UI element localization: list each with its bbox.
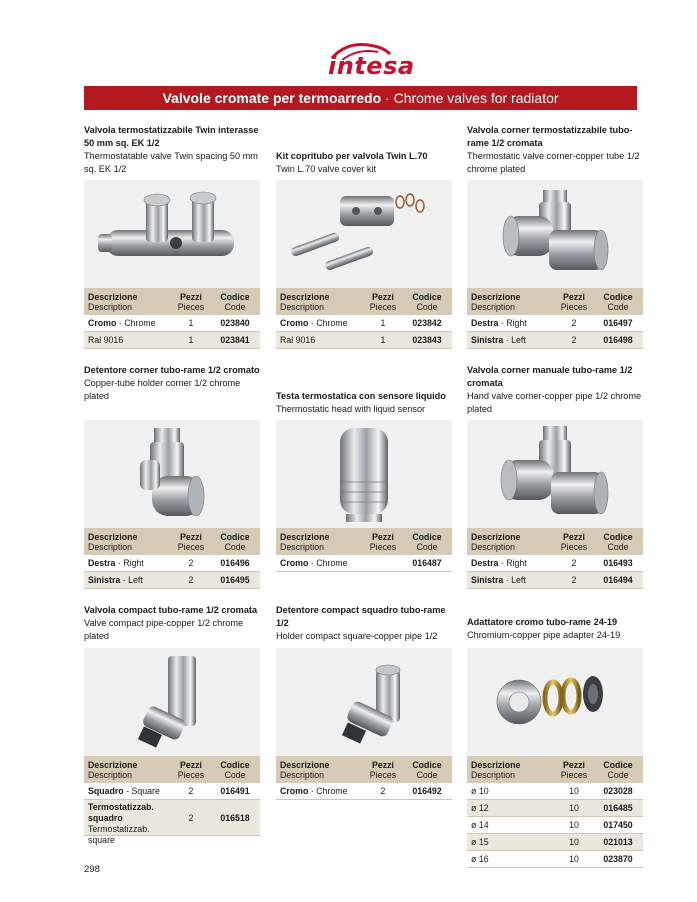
header-code-en: Code (607, 302, 629, 312)
product-title-it: Detentore corner tubo-rame 1/2 cromato (84, 365, 260, 375)
product-title-en: Hand valve corner-copper pipe 1/2 chrome plated (467, 391, 642, 414)
header-desc-en: Description (280, 302, 325, 312)
row-code: 023842 (412, 318, 442, 328)
row-code: 016496 (220, 558, 250, 568)
product-title-it: Testa termostatica con sensore liquido (276, 391, 446, 401)
product-title (276, 150, 452, 176)
product-title-it: Valvola corner termostatizzabile tubo-rame 1/2 cromata (467, 125, 633, 148)
page-number: 298 (84, 864, 100, 875)
table-header (467, 756, 643, 783)
row-pieces: 10 (569, 837, 579, 847)
header-desc-it: Descrizione (88, 532, 138, 542)
row-name: Termostatizzab. squadro (88, 802, 154, 823)
header-qty-en: Pieces (560, 542, 588, 552)
product-title (467, 616, 643, 642)
table-row (467, 555, 643, 572)
row-code: 017450 (603, 820, 633, 830)
row-separator: · (115, 558, 124, 568)
table-row (276, 555, 452, 572)
header-code-en: Code (416, 770, 438, 780)
table-row (84, 315, 260, 332)
row-name-en: ø 16 (471, 854, 489, 864)
row-name: Sinistra (88, 575, 121, 585)
table-header (467, 528, 643, 555)
row-code: 016485 (603, 803, 633, 813)
row-pieces: 2 (571, 558, 577, 568)
product-title (84, 124, 260, 176)
product-image (84, 180, 260, 288)
pipe-adapter-icon (467, 648, 643, 756)
table-header (84, 528, 260, 555)
product-image (84, 648, 260, 756)
row-pieces: 1 (380, 335, 386, 345)
row-pieces: 2 (188, 786, 194, 796)
manual-corner-valve-icon (467, 420, 643, 528)
row-code: 016491 (220, 786, 250, 796)
row-name-en: Right (506, 318, 527, 328)
row-pieces: 2 (380, 786, 386, 796)
banner-separator: · (381, 90, 394, 106)
row-name-en: ø 10 (471, 786, 489, 796)
row-name: Destra (471, 558, 499, 568)
header-desc-en: Description (280, 542, 325, 552)
row-pieces: 2 (571, 335, 577, 345)
row-name: Sinistra (471, 575, 504, 585)
product-title (276, 390, 452, 416)
row-code: 016493 (603, 558, 633, 568)
table-row (276, 332, 452, 349)
row-pieces: 1 (188, 335, 194, 345)
row-name-en: Right (123, 558, 144, 568)
product-image (84, 420, 260, 528)
product-table (467, 756, 643, 868)
header-qty-it: Pezzi (562, 532, 585, 542)
product-card (84, 364, 260, 594)
row-name: Cromo (280, 318, 309, 328)
row-code: 016518 (220, 813, 250, 823)
header-code-en: Code (224, 542, 246, 552)
header-code-it: Codice (220, 760, 250, 770)
product-card (84, 604, 260, 860)
product-title-en: Chromium-copper pipe adapter 24-19 (467, 630, 621, 640)
row-name-en: Left (511, 575, 526, 585)
product-card (276, 604, 452, 860)
header-code-en: Code (607, 542, 629, 552)
header-qty-it: Pezzi (371, 760, 394, 770)
header-qty-it: Pezzi (179, 292, 202, 302)
product-title-it: Valvola compact tubo-rame 1/2 cromata (84, 605, 258, 615)
row-separator: · (120, 575, 129, 585)
corner-holder-icon (84, 420, 260, 528)
product-image (467, 648, 643, 756)
row-name: Cromo (88, 318, 117, 328)
product-title-it: Valvola corner manuale tubo-rame 1/2 cromata (467, 365, 633, 388)
product-card (467, 604, 643, 874)
header-desc-it: Descrizione (280, 292, 330, 302)
row-separator: · (308, 318, 317, 328)
header-qty-it: Pezzi (179, 760, 202, 770)
banner-title-en: Chrome valves for radiator (393, 90, 559, 106)
row-name: Sinistra (471, 335, 504, 345)
table-row (84, 800, 260, 845)
row-code: 023840 (220, 318, 250, 328)
row-pieces (364, 555, 402, 571)
row-code: 016494 (603, 575, 633, 585)
row-separator: · (498, 318, 507, 328)
table-row (84, 572, 260, 589)
row-pieces: 10 (569, 786, 579, 796)
header-qty-en: Pieces (560, 770, 588, 780)
header-desc-en: Description (280, 770, 325, 780)
header-desc-en: Description (471, 542, 516, 552)
product-title-en: Thermostatic head with liquid sensor (276, 404, 426, 414)
table-row (467, 834, 643, 851)
row-pieces: 2 (188, 575, 194, 585)
header-qty-it: Pezzi (371, 532, 394, 542)
product-card (276, 364, 452, 594)
header-code-en: Code (607, 770, 629, 780)
table-row (276, 783, 452, 800)
row-pieces: 2 (571, 318, 577, 328)
product-title-en: Thermostatic valve corner-copper tube 1/2 chrome plated (467, 151, 640, 174)
header-desc-it: Descrizione (88, 760, 138, 770)
header-desc-en: Description (88, 770, 133, 780)
header-qty-en: Pieces (177, 542, 205, 552)
row-name-en: Chrome (124, 318, 156, 328)
header-desc-it: Descrizione (280, 760, 330, 770)
table-header (467, 288, 643, 315)
compact-holder-icon (276, 648, 452, 756)
row-separator: · (498, 558, 507, 568)
header-code-en: Code (416, 542, 438, 552)
header-code-it: Codice (603, 760, 633, 770)
product-title (467, 364, 643, 416)
header-qty-en: Pieces (369, 770, 397, 780)
header-qty-en: Pieces (560, 302, 588, 312)
header-code-it: Codice (603, 532, 633, 542)
header-code-en: Code (416, 302, 438, 312)
header-desc-it: Descrizione (88, 292, 138, 302)
product-title-it: Valvola termostatizzabile Twin interasse 50 mm sq. EK 1/2 (84, 125, 259, 148)
row-name-en: ø 15 (471, 837, 489, 847)
header-code-it: Codice (220, 532, 250, 542)
header-qty-en: Pieces (369, 542, 397, 552)
row-code: 016495 (220, 575, 250, 585)
header-code-it: Codice (412, 760, 442, 770)
product-table (467, 288, 643, 349)
header-qty-it: Pezzi (179, 532, 202, 542)
twin-valve-icon (84, 180, 260, 288)
product-table (84, 756, 260, 845)
row-pieces: 10 (569, 803, 579, 813)
product-card (276, 124, 452, 354)
product-image (276, 420, 452, 528)
product-title-it: Detentore compact squadro tubo-rame 1/2 (276, 605, 446, 628)
brand-name: intesa (328, 52, 415, 80)
header-code-it: Codice (603, 292, 633, 302)
table-row (84, 332, 260, 349)
header-desc-en: Description (88, 302, 133, 312)
header-code-en: Code (224, 302, 246, 312)
valve-cover-kit-icon (276, 180, 452, 288)
row-name-en: Chrome (316, 318, 348, 328)
row-name-en: Ral 9016 (88, 335, 124, 345)
product-title-en: Thermostatable valve Twin spacing 50 mm sq. EK 1/2 (84, 151, 258, 174)
row-code: 023841 (220, 335, 250, 345)
row-code: 016498 (603, 335, 633, 345)
row-name: Cromo (280, 786, 309, 796)
row-name-en: ø 14 (471, 820, 489, 830)
row-separator: · (308, 786, 317, 796)
row-separator: · (116, 318, 125, 328)
row-name: Destra (88, 558, 116, 568)
product-title-en: Copper-tube holder corner 1/2 chrome plated (84, 378, 241, 401)
row-name-en: Right (506, 558, 527, 568)
header-desc-it: Descrizione (280, 532, 330, 542)
row-name-en: Left (511, 335, 526, 345)
table-row (467, 783, 643, 800)
table-row (467, 315, 643, 332)
row-code: 016497 (603, 318, 633, 328)
product-title-en: Valve compact pipe-copper 1/2 chrome plated (84, 618, 244, 641)
row-name: Squadro (88, 786, 124, 796)
row-name-en: Ral 9016 (280, 335, 316, 345)
product-card (467, 364, 643, 594)
product-image (467, 180, 643, 288)
product-image (467, 420, 643, 528)
product-table (467, 528, 643, 589)
header-desc-en: Description (471, 770, 516, 780)
header-desc-it: Descrizione (471, 532, 521, 542)
row-separator: - (123, 786, 132, 796)
table-header (276, 288, 452, 315)
row-pieces: 10 (569, 854, 579, 864)
row-separator: · (503, 335, 512, 345)
product-title-it: Kit copritubo per valvola Twin L.70 (276, 151, 428, 161)
row-name-en: Chrome (316, 786, 348, 796)
product-title (84, 364, 260, 403)
row-name: Cromo (280, 558, 309, 568)
row-code: 023843 (412, 335, 442, 345)
header-code-it: Codice (412, 292, 442, 302)
row-pieces: 1 (380, 318, 386, 328)
row-code: 023028 (603, 786, 633, 796)
product-card (467, 124, 643, 354)
product-table (276, 756, 452, 800)
corner-valve-icon (467, 180, 643, 288)
row-separator: · (503, 575, 512, 585)
product-table (84, 288, 260, 349)
product-image (276, 180, 452, 288)
header-code-it: Codice (220, 292, 250, 302)
header-qty-it: Pezzi (371, 292, 394, 302)
table-row (84, 783, 260, 800)
row-pieces: 2 (188, 813, 194, 823)
table-row (467, 800, 643, 817)
table-header (84, 288, 260, 315)
product-title-en: Twin L.70 valve cover kit (276, 164, 377, 174)
product-image (276, 648, 452, 756)
table-row (467, 851, 643, 868)
table-header (84, 756, 260, 783)
header-qty-en: Pieces (177, 770, 205, 780)
row-code: 023870 (603, 854, 633, 864)
header-desc-it: Descrizione (471, 292, 521, 302)
table-header (276, 528, 452, 555)
banner-title-it: Valvole cromate per termoarredo (162, 90, 382, 106)
product-title-en: Holder compact square-copper pipe 1/2 (276, 631, 438, 641)
row-name: Destra (471, 318, 499, 328)
table-row (276, 315, 452, 332)
header-qty-en: Pieces (369, 302, 397, 312)
row-name-en: Chrome (316, 558, 348, 568)
product-title (84, 604, 260, 643)
row-name-en: ø 12 (471, 803, 489, 813)
row-code: 016492 (412, 786, 442, 796)
table-header (276, 756, 452, 783)
intesa-logo (318, 38, 415, 80)
thermostatic-head-icon (276, 420, 452, 528)
product-card (84, 124, 260, 354)
table-row (467, 572, 643, 589)
row-pieces: 1 (188, 318, 194, 328)
row-name-en: Termostatizzab. square (88, 824, 150, 845)
row-pieces: 10 (569, 820, 579, 830)
header-qty-it: Pezzi (562, 292, 585, 302)
header-desc-it: Descrizione (471, 760, 521, 770)
header-code-en: Code (224, 770, 246, 780)
row-code: 021013 (603, 837, 633, 847)
header-qty-it: Pezzi (562, 760, 585, 770)
compact-valve-icon (84, 648, 260, 756)
row-code: 016487 (412, 558, 442, 568)
row-pieces: 2 (571, 575, 577, 585)
header-qty-en: Pieces (177, 302, 205, 312)
row-separator: · (308, 558, 317, 568)
product-table (276, 288, 452, 349)
header-desc-en: Description (88, 542, 133, 552)
header-desc-en: Description (471, 302, 516, 312)
product-table (84, 528, 260, 589)
product-title (467, 124, 643, 176)
row-name-en: Square (131, 786, 160, 796)
header-code-it: Codice (412, 532, 442, 542)
product-title-it: Adattatore cromo tubo-rame 24-19 (467, 617, 618, 627)
section-banner (84, 86, 637, 110)
row-name-en: Left (128, 575, 143, 585)
table-row (467, 817, 643, 834)
table-row (467, 332, 643, 349)
row-pieces: 2 (188, 558, 194, 568)
product-title (276, 604, 452, 643)
product-table (276, 528, 452, 572)
table-row (84, 555, 260, 572)
